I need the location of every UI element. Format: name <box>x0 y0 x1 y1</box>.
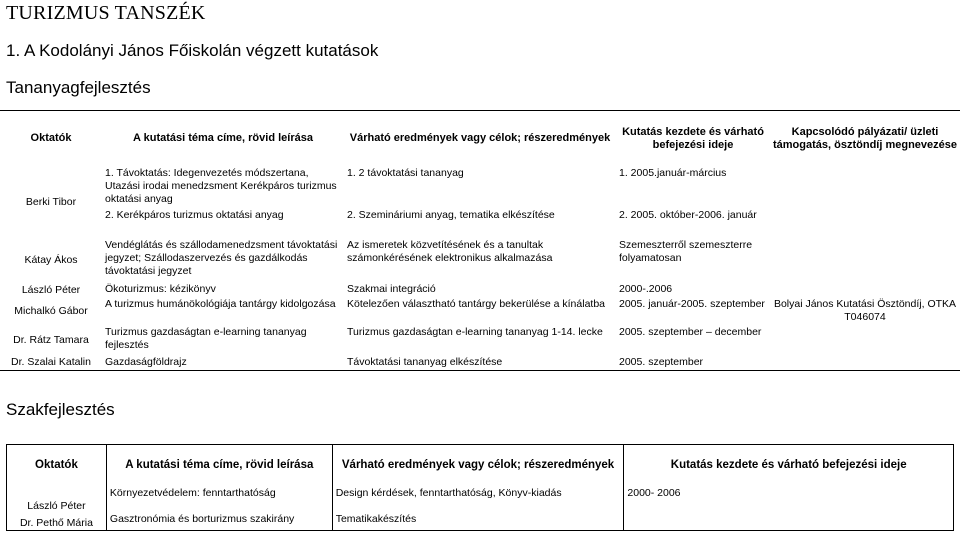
header-timeline: Kutatás kezdete és várható befejezési ideje <box>622 125 764 151</box>
topic-cell: Vendéglátás és szállodamenedzsment távoktatási jegyzet; Szállodaszervezés és gazdálkodás távoktatási jegyzet <box>105 238 338 277</box>
result-cell: Szakmai integráció <box>347 282 436 295</box>
timeline-cell: 2000-.2006 <box>619 282 673 295</box>
topic-cell: Gazdaságföldrajz <box>105 355 187 368</box>
table-row <box>0 283 960 298</box>
lecturer-name: László Péter <box>21 283 81 296</box>
result-cell: Kötelezően választható tantárgy bekerülése a kínálatba <box>347 297 606 310</box>
lecturer-name: Dr. Szalai Katalin <box>11 356 91 369</box>
table-header-row <box>7 445 954 487</box>
section-heading-research: 1. A Kodolányi János Főiskolán végzett kutatások <box>6 41 379 60</box>
header-topic: A kutatási téma címe, rövid leírása <box>133 132 313 145</box>
grant-cell <box>770 239 960 283</box>
table-header-row <box>0 111 960 167</box>
lecturer-name: Dr. Pethő Mária <box>19 517 93 529</box>
table-row <box>0 209 960 239</box>
section-heading-specialization: Szakfejlesztés <box>6 400 115 419</box>
result-cell: Az ismeretek közvetítésének és a tanultak számonkérésének elektronikus alkalmazása <box>347 238 553 264</box>
table-row <box>0 239 960 283</box>
lecturer-name: Berki Tibor <box>25 196 77 208</box>
timeline-cell: 2005. szeptember – december <box>619 325 762 338</box>
topic-cell: 1. Távoktatás: Idegenvezetés módszertana, Utazási irodai menedzsment Kerékpáros turizmus oktatási anyag <box>105 166 337 205</box>
timeline-cell: 2005. szeptember <box>619 355 704 368</box>
header-lecturers: Oktatók <box>35 459 78 472</box>
grant-cell <box>770 283 960 298</box>
timeline-cell: 2. 2005. október-2006. január <box>619 208 757 221</box>
table-row <box>0 326 960 356</box>
timeline-cell <box>624 513 954 531</box>
topic-cell: Gasztronómia és borturizmus szakirány <box>106 513 332 531</box>
header-timeline: Kutatás kezdete és várható befejezési ideje <box>624 445 954 487</box>
table-row <box>0 298 960 326</box>
result-cell: Design kérdések, fenntarthatóság, Könyv-kiadás <box>332 487 624 513</box>
topic-cell: Ökoturizmus: kézikönyv <box>105 282 216 295</box>
topic-cell: 2. Kerékpáros turizmus oktatási anyag <box>105 208 284 221</box>
lecturer-name: Kátay Ákos <box>24 254 78 266</box>
timeline-cell: Szemeszterről szemeszterre folyamatosan <box>619 238 753 264</box>
grant-cell <box>770 209 960 239</box>
result-cell: Távoktatási tananyag elkészítése <box>347 355 503 368</box>
table-row <box>0 356 960 371</box>
grant-cell <box>770 326 960 356</box>
specialization-table <box>6 444 954 531</box>
topic-cell: Turizmus gazdaságtan e-learning tananyag fejlesztés <box>105 325 307 351</box>
section-heading-curriculum: Tananyagfejlesztés <box>6 78 151 97</box>
table-row <box>7 487 954 513</box>
page-title: TURIZMUS TANSZÉK <box>6 2 206 24</box>
lecturer-name: László Péter <box>27 499 86 512</box>
header-lecturers: Oktatók <box>30 132 72 145</box>
table-row <box>7 513 954 531</box>
grant-cell <box>770 167 960 209</box>
header-grants: Kapcsolódó pályázati/ üzleti támogatás, ösztöndíj megnevezése <box>773 125 957 151</box>
topic-cell: A turizmus humánökológiája tantárgy kidolgozása <box>105 297 336 310</box>
topic-cell: Környezetvédelem: fenntarthatóság <box>106 487 332 513</box>
result-cell: 1. 2 távoktatási tananyag <box>347 166 464 179</box>
timeline-cell: 1. 2005.január-március <box>619 166 727 179</box>
table-row <box>0 167 960 209</box>
header-results: Várható eredmények vagy célok; részeredmények <box>349 132 611 145</box>
lecturer-name: Dr. Rátz Tamara <box>13 334 89 346</box>
result-cell: Tematikakészítés <box>332 513 624 531</box>
result-cell: Turizmus gazdaságtan e-learning tananyag 1-14. lecke <box>347 325 603 338</box>
curriculum-table <box>0 110 960 371</box>
header-results: Várható eredmények vagy célok; részeredmények <box>332 445 624 487</box>
result-cell: 2. Szemináriumi anyag, tematika elkészítése <box>347 208 555 221</box>
lecturer-name: Michalkó Gábor <box>14 305 88 317</box>
timeline-cell: 2005. január-2005. szeptember <box>619 297 765 310</box>
grant-cell <box>770 356 960 371</box>
grant-cell: Bolyai János Kutatási Ösztöndíj, OTKA T046074 <box>773 297 957 323</box>
header-topic: A kutatási téma címe, rövid leírása <box>106 445 332 487</box>
timeline-cell: 2000- 2006 <box>624 487 954 513</box>
